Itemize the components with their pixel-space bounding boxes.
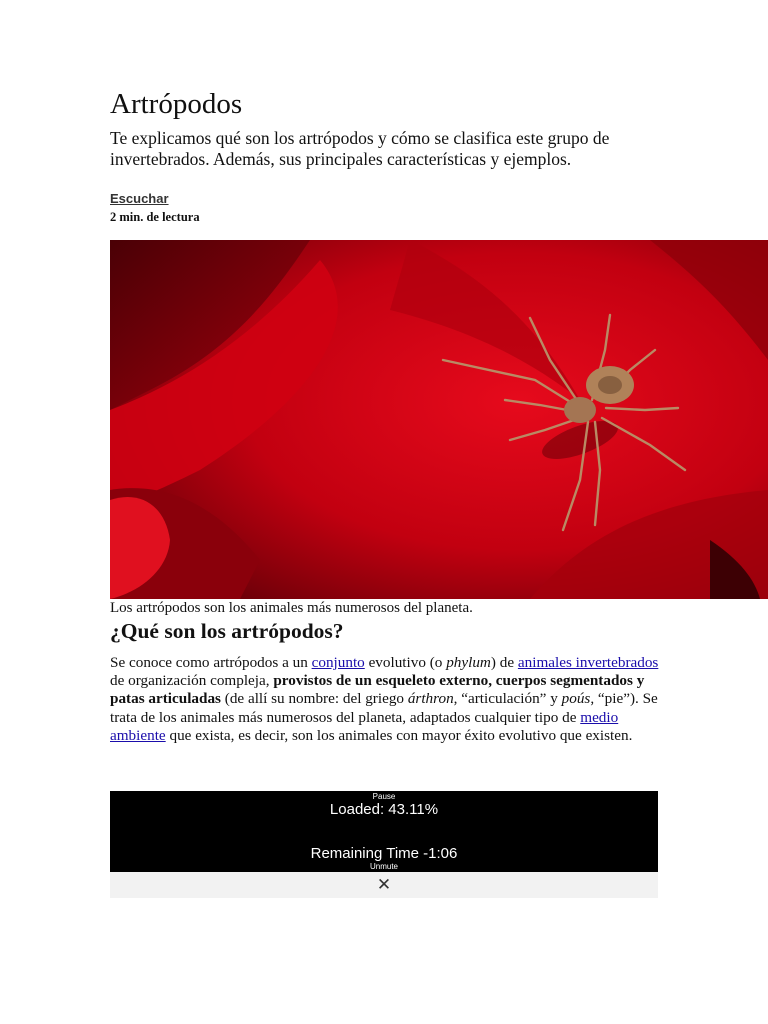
spider-cephalothorax xyxy=(564,397,596,423)
video-player[interactable] xyxy=(110,791,658,872)
term-phylum: phylum xyxy=(446,654,491,671)
term-pous: poús xyxy=(561,690,591,708)
unmute-button[interactable]: Unmute xyxy=(369,862,398,871)
read-time: 2 min. de lectura xyxy=(110,210,200,224)
player-close-bar xyxy=(110,872,658,898)
article-title: Artrópodos xyxy=(110,88,243,120)
paragraph-text: (de allí su nombre: del griego xyxy=(220,690,408,708)
bold-definition: provistos de un esqueleto externo, cuerpos segmentados y patas articuladas xyxy=(110,672,645,708)
paragraph-text: ) de xyxy=(490,654,518,671)
image-caption: Los artrópodos son los animales más numerosos del planeta. xyxy=(110,600,473,616)
paragraph-text: , “articulación” y xyxy=(453,690,562,708)
spider-on-flower-image xyxy=(110,240,768,599)
paragraph-text: evolutivo (o xyxy=(364,654,447,671)
close-icon[interactable]: ✕ xyxy=(376,875,392,895)
section-heading: ¿Qué son los artrópodos? xyxy=(110,619,344,643)
listen-link[interactable]: Escuchar xyxy=(110,191,169,206)
article-subtitle: Te explicamos qué son los artrópodos y cómo se clasifica este grupo de invertebrados. Además, sus principales características y ejemplos. xyxy=(110,128,610,169)
link-medio-ambiente[interactable]: medio ambiente xyxy=(110,708,619,744)
paragraph-text: que exista, es decir, son los animales con mayor éxito evolutivo que existen. xyxy=(165,726,633,744)
paragraph-text: Se conoce como artrópodos a un xyxy=(110,654,312,671)
paragraph-text: , “pie”). Se trata de los animales más numerosos del planeta, adaptados cualquier tipo de xyxy=(110,690,658,726)
section-paragraph xyxy=(110,654,662,745)
term-arthron: árthron xyxy=(407,690,454,708)
remaining-time: Remaining Time -1:06 xyxy=(310,845,458,862)
loaded-status: Loaded: 43.11% xyxy=(329,801,439,818)
pause-button[interactable]: Pause xyxy=(372,792,396,801)
hero-image xyxy=(110,240,768,599)
link-conjunto[interactable]: conjunto xyxy=(311,654,365,671)
paragraph-text: de organización compleja, xyxy=(110,672,274,690)
link-animales-invertebrados[interactable]: animales invertebrados xyxy=(517,654,659,671)
